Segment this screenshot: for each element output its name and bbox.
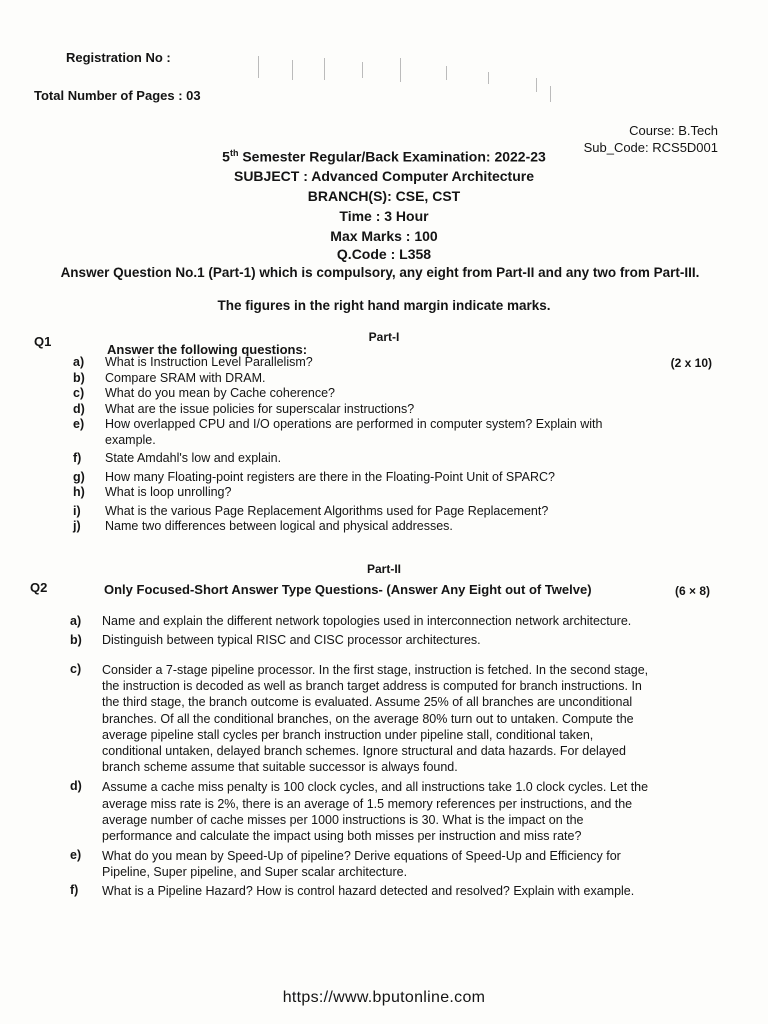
semester-superscript: th xyxy=(229,148,239,158)
list-item: b) Compare SRAM with DRAM. xyxy=(73,370,266,385)
qcode: Q.Code : L358 xyxy=(336,246,432,262)
list-item: h) What is loop unrolling? xyxy=(73,485,232,499)
branch: BRANCH(S): CSE, CST xyxy=(307,188,461,204)
q2-list xyxy=(70,614,652,899)
registration-label: Registration No : xyxy=(66,50,171,65)
subject: SUBJECT : Advanced Computer Architecture xyxy=(233,168,534,184)
q1-list xyxy=(73,355,633,535)
list-item: a) Name and explain the different network topologies used in interconnection network architecture. xyxy=(70,614,632,628)
q1-heading: Answer the following questions: xyxy=(107,342,308,357)
q2-marks: (6 × 8) xyxy=(674,584,710,598)
list-item: c) Consider a 7-stage pipeline processor. In the first stage, instruction is fetched. In the second stage, the instruction is decoded as well as branch target address is computed for branch instructions. In the third stage, the branch outcome is evaluated. Assume 25% of all branches are unconditional branches. Of all the conditional branches, on the average 80% turn out to untaken. Compute the average pipeline stall cycles per branch instruction under pipeline stall, conditional taken, conditional untaken, delayed branch schemes. Ignore structural and data hazards. For delayed branch scheme assume that suitable successor is always found. xyxy=(70,662,649,775)
list-item: d) Assume a cache miss penalty is 100 clock cycles, and all instructions take 1.0 clock cycles. Let the average miss rate is 2%, there is an average of 1.5 memory references per instructions, and the average number of cache misses per 1000 instructions is 30. What is the impact on the performance and calculate the impact using both misses per instruction and miss rate? xyxy=(70,779,649,844)
instruction: Answer Question No.1 (Part-1) which is compulsory, any eight from Part-II and any two from Part-III. xyxy=(60,265,700,280)
part-2-title: Part-II xyxy=(366,562,401,576)
list-item: i) What is the various Page Replacement Algorithms used for Page Replacement? xyxy=(73,503,549,518)
max-marks: Max Marks : 100 xyxy=(330,228,438,244)
course: Course: B.Tech xyxy=(629,123,718,138)
registration-number-boxes xyxy=(250,48,560,108)
q1-marks: (2 x 10) xyxy=(670,356,712,370)
semester-line xyxy=(0,148,768,165)
total-pages: Total Number of Pages : 03 xyxy=(34,88,201,103)
time: Time : 3 Hour xyxy=(339,208,429,224)
list-item: g) How many Floating-point registers are there in the Floating-Point Unit of SPARC? xyxy=(73,469,555,484)
list-item: e) What do you mean by Speed-Up of pipeline? Derive equations of Speed-Up and Efficiency for Pipeline, Super pipeline, and Super scalar architecture. xyxy=(70,848,621,880)
semester-text: Semester Regular/Back Examination: 2022-23 xyxy=(242,148,546,165)
figures-note: The figures in the right hand margin indicate marks. xyxy=(217,298,551,313)
q1-number: Q1 xyxy=(34,334,52,349)
list-item: d) What are the issue policies for superscalar instructions? xyxy=(73,401,415,416)
list-item: c) What do you mean by Cache coherence? xyxy=(73,386,335,400)
semester-number: 5 xyxy=(222,148,230,165)
q2-heading: Only Focused-Short Answer Type Questions- (Answer Any Eight out of Twelve) xyxy=(104,582,592,597)
part-1-title: Part-I xyxy=(368,330,400,344)
list-item: f) What is a Pipeline Hazard? How is control hazard detected and resolved? Explain with example. xyxy=(70,882,635,898)
list-item: a) What is Instruction Level Parallelism? xyxy=(73,355,313,369)
list-item: b) Distinguish between typical RISC and CISC processor architectures. xyxy=(70,632,481,647)
list-item: e) How overlapped CPU and I/O operations are performed in computer system? Explain with example. xyxy=(73,417,603,447)
sub-code: Sub_Code: RCS5D001 xyxy=(583,140,718,155)
footer-url[interactable]: https://www.bputonline.com xyxy=(282,989,486,1006)
list-item: j) Name two differences between logical and physical addresses. xyxy=(73,519,453,533)
list-item: f) State Amdahl's low and explain. xyxy=(73,451,282,465)
q2-number: Q2 xyxy=(30,580,48,595)
